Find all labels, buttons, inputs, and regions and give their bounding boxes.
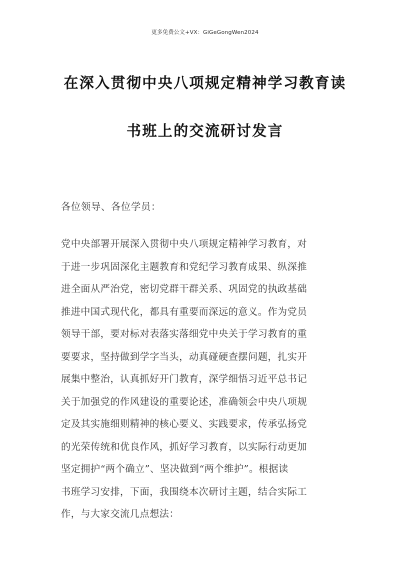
- body-line: 书班学习安排，下面，我围绕本次研讨主题，结合实际工: [61, 486, 308, 498]
- title-line-2: 书班上的交流研讨发言: [126, 124, 284, 140]
- body-line: 坚定拥护“两个确立”、坚决做到“两个维护”。根据读: [61, 464, 289, 475]
- body-line: 关于加强党的作风建设的重要论述，准确领会中央八项规: [61, 396, 308, 408]
- body-line: 作，与大家交流几点想法：: [61, 509, 180, 520]
- body-line: 定及其实施细则精神的核心要义、实践要求，传承弘扬党: [61, 419, 308, 430]
- body-line: 于进一步巩固深化主题教育和党纪学习教育成果、纵深推: [61, 261, 308, 273]
- salutation: 各位领导、各位学员：: [61, 202, 161, 213]
- body-line: 要要求，坚持做到学字当头，动真碰硬查摆问题，扎实开: [61, 351, 308, 363]
- body-line: 的光荣传统和优良作风，抓好学习教育，以实际行动更加: [61, 441, 308, 453]
- title-line-1: 在深入贯彻中央八项规定精神学习教育读: [63, 76, 347, 92]
- body-line: 展集中整治，认真抓好开门教育，深学细悟习近平总书记: [61, 374, 308, 385]
- body-line: 推进中国式现代化，都具有重要而深远的意义。作为党员: [61, 306, 308, 318]
- header-note: 更多免费公文+VX：GiGeGongWen2024: [151, 30, 259, 36]
- body-line: 进全面从严治党，密切党群干群关系、巩固党的执政基础: [61, 284, 308, 295]
- body-line: 领导干部，要对标对表落实落细党中央关于学习教育的重: [61, 329, 308, 340]
- body-line: 党中央部署开展深入贯彻中央八项规定精神学习教育，对: [61, 239, 308, 250]
